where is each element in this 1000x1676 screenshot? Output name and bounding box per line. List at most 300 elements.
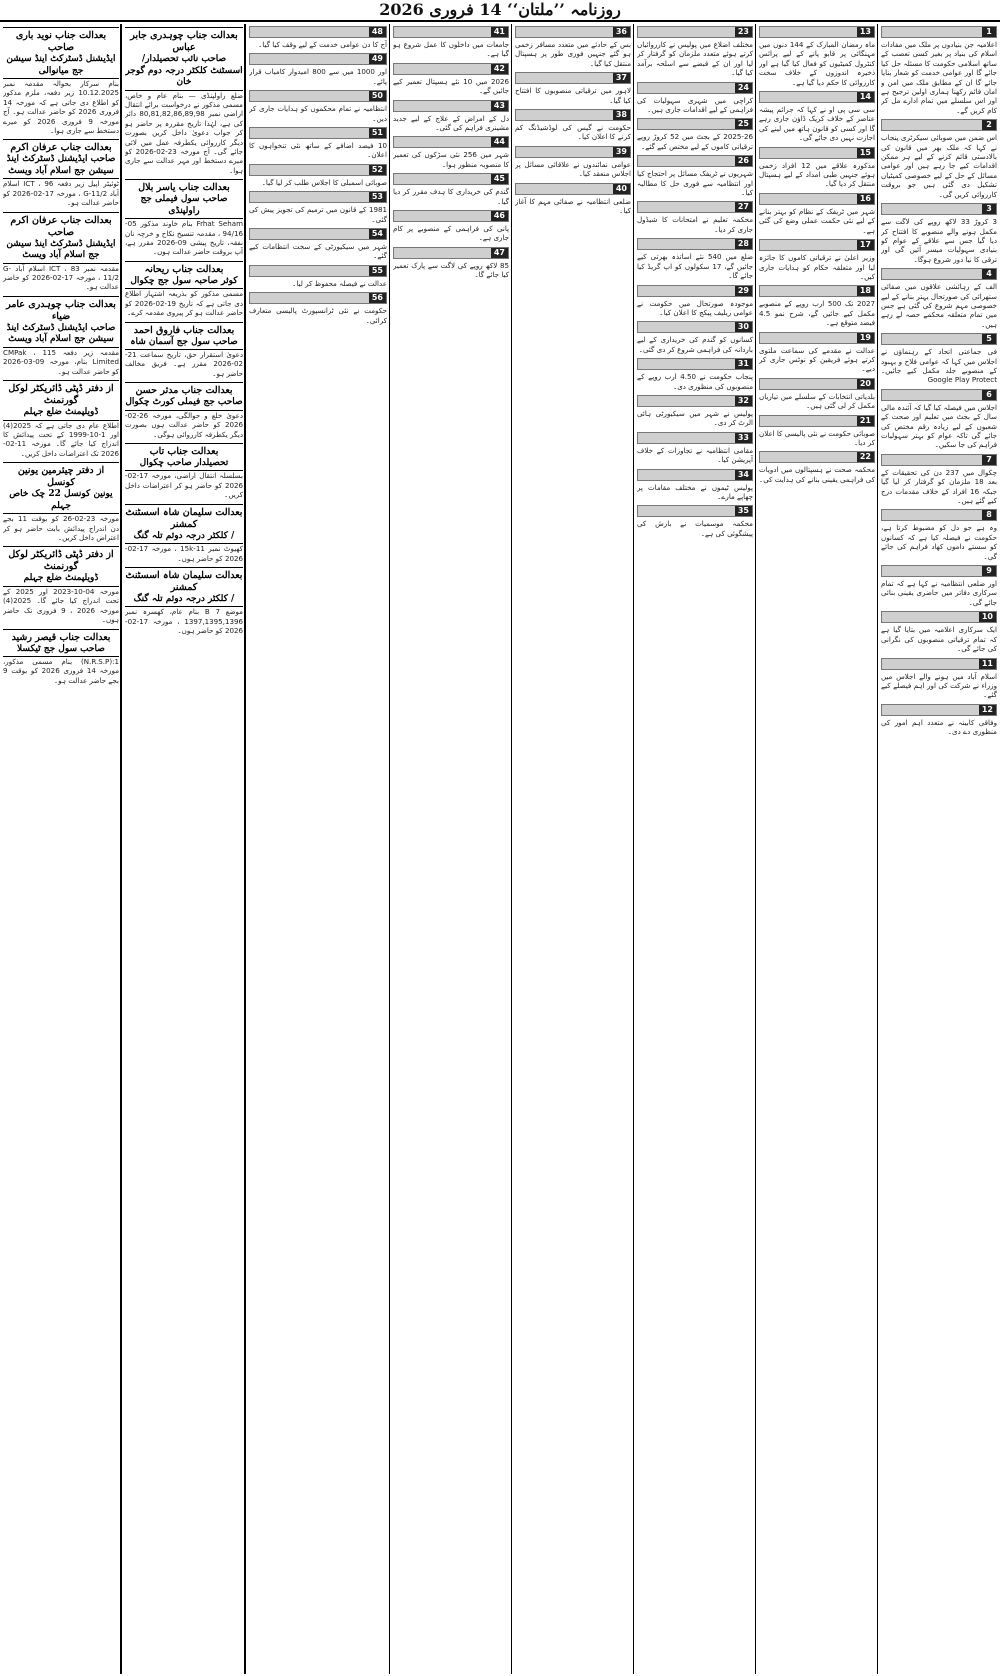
news-item-text: اور 1000 میں سے 800 امیدوار کامیاب قرار پائے۔ [249, 67, 387, 86]
news-item-number: 16 [857, 194, 874, 204]
news-item-text: فی جماعتی اتحاد کے رہنماؤں نے اجلاس میں کہا کہ عوامی فلاح و بہبود کے منصوبے جلد مکمل کیے جائیں۔ Google Play Protect [881, 347, 997, 385]
court-notice [3, 212, 119, 292]
news-item-number: 33 [735, 433, 752, 443]
news-column-2 [759, 24, 875, 1674]
news-item [393, 173, 509, 206]
news-item-text: مختلف اضلاع میں پولیس نے کارروائیاں کرتے ہوئے متعدد ملزمان کو گرفتار کر لیا اور ان کے قبضے سے اسلحہ برآمد کیا گیا۔ [637, 40, 753, 78]
news-item-number: 51 [369, 128, 386, 138]
court-notice [3, 546, 119, 624]
news-item-number: 8 [982, 510, 996, 520]
news-item-number: 9 [982, 566, 996, 576]
news-item-number: 26 [735, 156, 752, 166]
news-item [881, 658, 997, 700]
court-notice-title: بعدالت جناب چوہدری عامر ضیاء [6, 298, 116, 322]
news-item-header [637, 82, 753, 94]
court-notice-title: بعدالت جناب عرفان اکرم صاحب [10, 214, 112, 238]
news-item-text: کسانوں کو گندم کی خریداری کے لیے باردانہ کی فراہمی شروع کر دی گئی۔ [637, 335, 753, 354]
news-item-text: دل کے امراض کے علاج کے لیے جدید مشینری فراہم کی گئی۔ [393, 113, 509, 133]
news-item-text: محکمہ موسمیات نے بارش کی پیشگوئی کی ہے۔ [637, 519, 753, 538]
news-item-header [637, 432, 753, 444]
news-item-header [759, 147, 875, 159]
news-item-number: 2 [982, 120, 996, 130]
news-item-text: محکمہ صحت نے ہسپتالوں میں ادویات کی فراہمی یقینی بنانے کی ہدایت کی۔ [759, 465, 875, 484]
court-notice-subtitle: یونین کونسل 22 چک خاص جہلم [3, 489, 119, 514]
court-notice-text: دعویٰ خلع و حوالگی، مورخہ 26-02-2026 کو حاضر عدالت ہوں بصورت دیگر یکطرفہ کارروائی ہوگی۔ [125, 410, 243, 439]
newspaper-masthead [0, 0, 1000, 22]
news-item-text: 85 لاکھ روپے کی لاگت سے پارک تعمیر کیا جائے گا۔ [393, 260, 509, 280]
column-rule [511, 24, 512, 1674]
news-item-number: 3 [982, 204, 996, 214]
news-item [393, 136, 509, 169]
news-item-header [881, 389, 997, 401]
news-item-header [515, 183, 631, 195]
court-notice-text: دعویٰ استقرار حق، تاریخ سماعت 21-02-2026 مقرر ہے۔ فریق مخالف حاضر ہو۔ [125, 350, 243, 378]
news-item-header [637, 238, 753, 250]
court-notice [3, 629, 119, 686]
court-notice-title: بعدالت جناب یاسر بلال [138, 182, 230, 194]
news-item-number: 49 [369, 54, 386, 64]
news-column-5 [393, 24, 509, 1674]
news-item-text: بس کے حادثے میں متعدد مسافر زخمی ہو گئے جنہیں فوری طور پر ہسپتال منتقل کیا گیا۔ [515, 40, 631, 68]
news-item [881, 389, 997, 450]
court-notice-text: بسلسلہ انتقال اراضی، مورخہ 17-02-2026 کو حاضر ہو کر اعتراضات داخل کریں۔ [125, 471, 243, 500]
news-item-header [515, 146, 631, 158]
news-item-header [637, 201, 753, 213]
news-item-number: 5 [982, 334, 996, 344]
news-item-header [637, 505, 753, 517]
news-item-header [249, 127, 387, 139]
court-notice-subtitle: صاحب ایڈیشنل ڈسٹرکٹ اینڈ سیشن جج اسلام آباد ویسٹ [3, 323, 119, 348]
news-item [637, 26, 753, 78]
news-item [881, 509, 997, 561]
court-notice-text: ضلع راولپنڈی — بنام عام و خاص، مسمی مذکور نے درخواست برائے انتقال اراضی نمبر 80,81,82,86,89,98 دائر کی ہے، لہٰذا تاریخ مقررہ پر حاضر ہو کر جواب دعویٰ داخل کریں بصورت دیگر کارروائی یکطرفہ عمل میں لائی جائے گی۔ آج مورخہ 23-02-2026 کو میرے دستخط اور مہر عدالت سے جاری ہوا۔ [125, 90, 243, 175]
court-notice-title: بعدالت جناب فاروق احمد [133, 324, 235, 336]
news-item-text: عوامی نمائندوں نے علاقائی مسائل پر اجلاس منعقد کیا۔ [515, 159, 631, 179]
news-item-text: ایک سرکاری اعلامیہ میں بتایا گیا ہے کہ تمام ترقیاتی منصوبوں کی نگرانی کی جائے گی۔ [881, 625, 997, 654]
news-item [637, 505, 753, 538]
news-item-text: الف کے رہائشی علاقوں میں صفائی ستھرائی کی صورتحال بہتر بنانے کے لیے خصوصی مہم شروع کی گئی ہے جس میں تمام متعلقہ محکمے حصہ لے رہے ہیں۔ [881, 282, 997, 329]
news-item-number: 35 [735, 506, 752, 516]
news-item-header [881, 509, 997, 521]
court-notice-text: Frhat Seham بنام خاوند مذکور 05-94/16 ، مقدمہ تنسیخ نکاح و خرچہ نان نفقہ، تاریخ پیشی 09-2026 مقرر ہے، آپ بروقت حاضر عدالت ہوں۔ [125, 219, 243, 257]
news-item-text: اعلامیہ جن بنیادوں پر ملک میں مفادات اسلام کی بنیاد پر بغیر کسی تعصب کے ساتھ اسلامی حکومت کا مسئلہ حل کیا جائے گا اور عوامی خدمت کو شعار بنایا جائے گا ان کے مطابق ملک میں امن و امان قائم رکھنا ہماری اولین ترجیح ہے اور اس سلسلے میں تمام ادارے مل کر کام کریں گے۔ [881, 40, 997, 115]
column-rule [389, 24, 390, 1674]
news-item-number: 25 [735, 119, 752, 129]
court-notice-subtitle: / کلکٹر درجہ دوئم تلہ گنگ [125, 594, 243, 608]
news-item-text: محکمہ تعلیم نے امتحانات کا شیڈول جاری کر دیا۔ [637, 215, 753, 234]
news-item-number: 46 [491, 211, 508, 221]
news-item-header [881, 658, 997, 670]
news-item-number: 56 [369, 293, 386, 303]
news-item [881, 119, 997, 199]
court-notice [125, 261, 243, 318]
news-item-text: آج کا دن عوامی خدمت کے لیے وقف کیا گیا۔ [258, 40, 387, 49]
news-item-text: ماہ رمضان المبارک کے 144 دنوں میں مہنگائی پر قابو پانے کے لیے پرائس کنٹرول کمیٹیوں کو فعال کیا گیا ہے اور ذخیرہ اندوزوں کے خلاف سخت کارروائی کا حکم دیا گیا ہے۔ [759, 40, 875, 87]
court-notice-text: مقدمہ نمبر 83 ، ICT اسلام آباد G-11/2 ، مورخہ 17-02-2026 کو حاضر عدالت ہو۔ [3, 263, 119, 292]
news-item-header [759, 26, 875, 38]
news-item-header [759, 332, 875, 344]
news-item-header [637, 118, 753, 130]
news-item-text: مذکورہ علاقے میں 12 افراد زخمی ہوئے جنہیں طبی امداد کے لیے ہسپتال منتقل کر دیا گیا۔ [759, 160, 875, 189]
news-item [637, 118, 753, 151]
court-notice-text: ٹوئیٹر اپیل زیر دفعہ 96 ، ICT اسلام آباد G-11/2 ، مورخہ 17-02-2026 کو حاضر عدالت ہو۔ [3, 179, 119, 208]
news-item-header [881, 454, 997, 466]
court-notice-subtitle: صاحب سول فیملی جج راولپنڈی [125, 194, 243, 219]
court-notice-text: 1:(N.R.S.P) بنام مسمی مذکور، مورخہ 14 فروری 2026 کو بوقت 9 بجے حاضر عدالت ہو۔ [3, 657, 119, 685]
news-item-number: 37 [613, 73, 630, 83]
news-item [759, 91, 875, 143]
news-item-header [393, 63, 509, 75]
news-item-text: اور ضلعی انتظامیہ نے کہا ہے کہ تمام سرکاری دفاتر میں حاضری یقینی بنائی جائے گی۔ [881, 579, 997, 607]
news-item-text: 2027 تک 500 ارب روپے کے منصوبے مکمل کیے جائیں گے، شرح نمو 4.5 فیصد متوقع ہے۔ [759, 299, 875, 328]
news-item-number: 53 [369, 192, 386, 202]
news-item-number: 45 [491, 174, 508, 184]
news-item [515, 26, 631, 68]
news-item-number: 40 [613, 184, 630, 194]
news-item-header [637, 285, 753, 297]
court-notice [3, 27, 119, 135]
news-item [249, 292, 387, 325]
news-item [637, 238, 753, 280]
news-item-text: 2026 میں 10 نئے ہسپتال تعمیر کیے جائیں گے۔ [393, 76, 509, 96]
court-notice-title: بعدالت جناب تاب [149, 445, 219, 457]
news-item-number: 41 [491, 27, 508, 37]
news-item [881, 26, 997, 115]
news-item-text: موجودہ صورتحال میں حکومت نے عوامی ریلیف پیکج کا اعلان کیا۔ [637, 298, 753, 317]
news-item-number: 15 [857, 148, 874, 158]
news-item-number: 48 [369, 27, 386, 37]
court-notice-subtitle: ڈویلپمنٹ ضلع جہلم [3, 407, 119, 421]
news-item [759, 415, 875, 448]
news-item [881, 565, 997, 607]
masthead-title: روزنامہ ’’ملتان‘‘ 14 فروری 2026 [379, 0, 621, 19]
news-item-header [249, 53, 387, 65]
news-item-number: 14 [857, 92, 874, 102]
news-item-header [637, 155, 753, 167]
news-item-header [881, 611, 997, 623]
news-item-text: کراچی میں شہری سہولیات کی فراہمی کے لیے اقدامات جاری ہیں۔ [637, 95, 753, 115]
news-item-text: پولیس نے شہر میں سیکیورٹی ہائی الرٹ کر دی۔ [637, 408, 753, 428]
news-item [393, 26, 509, 59]
court-notices-column-1 [125, 24, 243, 1674]
news-item [637, 432, 753, 465]
news-item-number: 13 [857, 27, 874, 37]
court-notice-subtitle: ایڈیشنل ڈسٹرکٹ اینڈ سیشن جج میانوالی [3, 54, 119, 79]
news-item-header [759, 285, 875, 297]
news-item-header [881, 203, 997, 215]
news-item-number: 6 [982, 390, 996, 400]
news-item [881, 333, 997, 385]
news-item-header [249, 90, 387, 102]
news-item-number: 4 [982, 269, 996, 279]
news-item-number: 23 [735, 27, 752, 37]
news-item-header [759, 239, 875, 251]
news-item-text: اسلام آباد میں ہونے والے اجلاس میں وزراء نے شرکت کی اور اہم فیصلے کیے گئے۔ [881, 671, 997, 700]
news-item-number: 34 [735, 470, 752, 480]
news-item-number: 50 [369, 91, 386, 101]
column-rule [244, 24, 246, 1674]
court-notice [3, 380, 119, 458]
news-item-number: 10 [979, 612, 996, 622]
news-item-text: شہریوں نے ٹریفک مسائل پر احتجاج کیا اور انتظامیہ سے فوری حل کا مطالبہ کیا۔ [637, 169, 753, 198]
news-item-text: مقامی انتظامیہ نے تجاوزات کے خلاف آپریشن کیا۔ [637, 445, 753, 465]
news-item-number: 18 [857, 286, 874, 296]
news-item-number: 31 [735, 359, 752, 369]
news-item-text: حکومت نے گیس کی لوڈشیڈنگ کم کرنے کا اعلان کیا۔ [515, 123, 631, 142]
news-item-header [637, 26, 753, 38]
court-notice-text: مقدمہ زیر دفعہ 115 ، CMPak Limited بنام، مورخہ 09-03-2026 کو حاضر عدالت ہو۔ [3, 347, 119, 376]
court-notice [125, 504, 243, 563]
news-item-text: وہ ہے جو دل کو مضبوط کرتا ہے، حکومت نے فیصلہ کیا ہے کہ کسانوں کو سستے داموں کھاد فراہم کی جائے گی۔ [881, 523, 997, 561]
column-rule [120, 24, 122, 1674]
news-item [515, 146, 631, 179]
news-item-text: پنجاب حکومت نے 4.50 ارب روپے کے منصوبوں کی منظوری دی۔ [637, 372, 753, 391]
news-item-header [637, 469, 753, 481]
news-item-header [393, 26, 509, 38]
news-item [249, 26, 387, 49]
court-notice-subtitle: تحصیلدار صاحب چکوال [125, 458, 243, 472]
news-item [393, 210, 509, 243]
news-item-header [881, 26, 997, 38]
news-item-text: 3 کروڑ 33 لاکھ روپے کی لاگت سے مکمل ہونے والے منصوبے کا افتتاح کر دیا گیا جس سے علاقے کے عوام کو بنیادی سہولیات میسر آئیں گی اور ترقی کا نیا دور شروع ہوگا۔ [881, 217, 997, 264]
news-item-number: 43 [491, 101, 508, 111]
court-notice [3, 139, 119, 207]
news-item-header [881, 704, 997, 716]
news-item [881, 203, 997, 264]
court-notice-text: اطلاع عام دی جاتی ہے کہ 2025(4) اور 1-10-1999 کے تحت پیدائش کا اندراج کیا جائے گا۔ مورخہ 11-02-2026 تک اعتراضات داخل کریں۔ [3, 420, 119, 458]
court-notice-subtitle: کوثر صاحبہ سول جج چکوال [125, 276, 243, 290]
news-item-number: 32 [735, 396, 752, 406]
news-item-header [249, 26, 387, 38]
news-item-text: جامعات میں داخلوں کا عمل شروع ہو گیا ہے۔ [393, 40, 509, 59]
court-notice-title: بعدالت جناب قیصر رشید [11, 631, 111, 643]
court-notice [125, 27, 243, 175]
news-item [515, 183, 631, 216]
news-item-number: 17 [857, 240, 874, 250]
news-item-text: 1981 کے قانون میں ترمیم کی تجویز پیش کی گئی۔ [249, 205, 387, 224]
court-notice-subtitle: صاحب سول جج ٹیکسلا [3, 644, 119, 658]
news-item-text: لاہور میں ترقیاتی منصوبوں کا افتتاح کیا گیا۔ [515, 86, 631, 105]
court-notice-subtitle: صاحب ایڈیشنل ڈسٹرکٹ اینڈ سیشن جج اسلام آباد ویسٹ [3, 154, 119, 179]
news-item [249, 127, 387, 160]
news-item-header [637, 395, 753, 407]
column-rule [633, 24, 634, 1674]
court-notice-text: موضع 7 B بنام عام، کھسرہ نمبر 1397,1395,1396 ، مورخہ 17-02-2026 کو حاضر ہوں۔ [125, 607, 243, 636]
court-notice-text: بنام سرکار بحوالہ مقدمہ نمبر 10.12.2025 زیر دفعہ، ملزم مذکور کو اطلاع دی جاتی ہے کہ مورخہ 14 فروری 2026 کو حاضر عدالت ہو۔ آج مورخہ 9 فروری 2026 کو میرے دستخط سے جاری ہوا۔ [3, 79, 119, 136]
column-rule [877, 24, 878, 1674]
court-notice-subtitle: ایڈیشنل ڈسٹرکٹ اینڈ سیشن جج اسلام آباد ویسٹ [3, 239, 119, 264]
court-notice-subtitle: صاحب جج فیملی کورٹ چکوال [125, 397, 243, 411]
news-item-number: 38 [613, 110, 630, 120]
news-item-number: 7 [982, 455, 996, 465]
news-item [637, 469, 753, 502]
court-notice-subtitle: ڈویلپمنٹ ضلع جہلم [3, 573, 119, 587]
news-item-number: 20 [857, 379, 874, 389]
news-item [637, 285, 753, 318]
court-notice-text: مورخہ 23-02-26 کو بوقت 11 بجے دن اندراج پیدائش بابت حاضر ہو کر اعتراض داخل کریں۔ [3, 514, 119, 543]
news-item-number: 39 [613, 147, 630, 157]
news-column-1 [881, 24, 997, 1674]
court-notice-subtitle: صاحب سول جج آسمان شاہ [125, 337, 243, 351]
news-item-number: 1 [982, 27, 996, 37]
news-item-header [759, 91, 875, 103]
news-item-text: اجلاس میں فیصلہ کیا گیا کہ آئندہ مالی سال کے بجٹ میں تعلیم اور صحت کے شعبوں کے لیے زیادہ رقم مختص کی جائے گی تاکہ عوام کو بہتر سہولیات فراہم کی جا سکیں۔ [881, 402, 997, 450]
court-notice [125, 322, 243, 379]
news-item-header [393, 210, 509, 222]
news-item [515, 109, 631, 142]
news-item [249, 164, 387, 187]
news-item [637, 201, 753, 234]
news-item-text: گندم کی خریداری کا ہدف مقرر کر دیا گیا۔ [393, 187, 509, 206]
news-item-number: 47 [491, 248, 508, 258]
court-notice [125, 567, 243, 636]
news-column-3 [637, 24, 753, 1674]
news-item [759, 239, 875, 281]
news-item-number: 22 [857, 452, 874, 462]
court-notice [125, 179, 243, 257]
news-item-number: 54 [369, 229, 386, 239]
news-item-header [249, 228, 387, 240]
news-item [759, 147, 875, 189]
court-notice-text: کھیوٹ نمبر 15k-11 ، مورخہ 17-02-2026 کو حاضر ہوں۔ [125, 544, 243, 563]
news-item-header [759, 378, 875, 390]
news-item-text: سی سی پی او نے کہا کہ جرائم پیشہ عناصر کے خلاف کریک ڈاؤن جاری رہے گا اور کسی کو قانون ہاتھ میں لینے کی اجازت نہیں دی جائے گی۔ [759, 105, 875, 143]
news-item-text: پانی کی فراہمی کے منصوبے پر کام جاری ہے۔ [393, 224, 509, 243]
news-item [759, 378, 875, 411]
news-item-header [881, 565, 997, 577]
court-notice [125, 382, 243, 439]
court-notice [3, 462, 119, 542]
news-item [249, 265, 387, 288]
news-item-header [881, 333, 997, 345]
news-item-header [393, 100, 509, 112]
news-item [881, 704, 997, 737]
court-notice-title: بعدالت سلیمان شاہ اسسٹنٹ کمشنر [125, 506, 243, 530]
news-column-6 [249, 24, 387, 1674]
news-item [759, 332, 875, 374]
news-item [637, 321, 753, 354]
news-item-number: 44 [491, 137, 508, 147]
news-item-header [515, 26, 631, 38]
news-item-text: ضلع میں 540 نئے اساتذہ بھرتی کیے جائیں گے، 17 سکولوں کو اپ گریڈ کیا جائے گا۔ [637, 252, 753, 281]
news-item-number: 11 [979, 659, 996, 669]
news-item [393, 100, 509, 133]
news-item [249, 53, 387, 86]
news-item-number: 36 [613, 27, 630, 37]
news-item [759, 26, 875, 87]
news-item-text: چکوال میں 237 دن کی تحقیقات کے بعد 18 ملزمان کو گرفتار کر لیا گیا جبکہ 16 افراد کے خلاف مقدمات درج کیے گئے ہیں۔ [881, 467, 997, 506]
news-item [249, 90, 387, 123]
court-notice [3, 296, 119, 376]
news-item-header [393, 247, 509, 259]
news-item-text: اس ضمن میں صوبائی سیکرٹری پنجاب نے کہا کہ ملک بھر میں قانون کی بالادستی قائم کرنے کے لیے ہر ممکن اقدامات کیے جا رہے ہیں اور عوامی مسائل کے حل کے لیے خصوصی کمیٹیاں تشکیل دی گئی ہیں جو بروقت کارروائی کریں گی۔ [881, 133, 997, 199]
news-item-number: 29 [735, 286, 752, 296]
news-item-header [759, 193, 875, 205]
news-item-header [881, 268, 997, 280]
court-notice-title: بعدالت جناب چوہدری جابر عباس [130, 30, 238, 53]
court-notice-title: از دفتر ڈپٹی ڈائریکٹر لوکل گورنمنٹ [8, 383, 114, 407]
news-item-header [249, 191, 387, 203]
news-item-text: ضلعی انتظامیہ نے صفائی مہم کا آغاز کیا۔ [515, 196, 631, 216]
news-item-text: شہر میں سیکیورٹی کے سخت انتظامات کیے گئے۔ [249, 242, 387, 261]
news-item-header [759, 451, 875, 463]
news-item-text: عدالت نے فیصلہ محفوظ کر لیا۔ [292, 278, 387, 288]
court-notice-subtitle: / کلکٹر درجہ دوئم تلہ گنگ [125, 531, 243, 545]
news-item-text: 10 فیصد اضافے کے ساتھ نئی تنخواہوں کا اعلان۔ [249, 141, 387, 160]
news-item-number: 55 [369, 266, 386, 276]
news-item-header [515, 109, 631, 121]
court-notice-title: بعدالت جناب عرفان اکرم [10, 142, 112, 154]
news-item-text: حکومت نے نئی ٹرانسپورٹ پالیسی متعارف کرائی۔ [249, 306, 387, 325]
news-item-header [249, 265, 387, 277]
court-notice-title: بعدالت جناب ریحانہ [144, 263, 224, 275]
news-item [637, 155, 753, 197]
news-item [637, 395, 753, 428]
news-item-header [637, 321, 753, 333]
court-notice-text: مسمی مذکور کو بذریعہ اشتہار اطلاع دی جاتی ہے کہ تاریخ 19-02-2026 کو حاضر عدالت ہو کر پیروی مقدمہ کرے۔ [125, 289, 243, 318]
news-item [759, 451, 875, 484]
news-item-number: 19 [857, 333, 874, 343]
news-item [515, 72, 631, 105]
news-item-header [249, 164, 387, 176]
news-item-text: شہر میں ٹریفک کے نظام کو بہتر بنانے کے لیے نئی حکمت عملی وضع کی گئی ہے۔ [759, 206, 875, 235]
news-item-header [515, 72, 631, 84]
news-item-number: 52 [369, 165, 386, 175]
news-item-text: 2025-26 کے بجٹ میں 52 کروڑ روپے ترقیاتی کاموں کے لیے مختص کیے گئے۔ [637, 132, 753, 151]
news-item-text: شہر میں 256 نئی سڑکوں کی تعمیر کا منصوبہ منظور ہوا۔ [393, 150, 509, 169]
news-item-number: 27 [735, 202, 752, 212]
news-item [249, 191, 387, 224]
court-notice-title: بعدالت جناب مدثر حسن [135, 385, 233, 397]
news-item-text: عدالت نے مقدمے کی سماعت ملتوی کرتے ہوئے فریقین کو نوٹس جاری کر دیے۔ [759, 345, 875, 374]
news-item-header [249, 292, 387, 304]
news-item [881, 454, 997, 506]
news-item [393, 247, 509, 280]
court-notice-title: از دفتر چیئرمین یونین کونسل [17, 465, 105, 489]
news-item [759, 193, 875, 235]
news-item-header [759, 415, 875, 427]
news-item [759, 285, 875, 327]
news-item-text: صوبائی حکومت نے نئی پالیسی کا اعلان کر دیا۔ [759, 428, 875, 447]
court-notice-title: از دفتر ڈپٹی ڈائریکٹر لوکل گورنمنٹ [8, 549, 114, 573]
court-notice-title: بعدالت جناب نوید باری صاحب [15, 30, 107, 53]
court-notice-text: مورخہ 04-10-2023 اور 2025 کے تحت اندراج کیا جائے گا۔ 2025(4) مورخہ 2026 ، 9 فروری تک حاضر ہوں۔ [3, 586, 119, 625]
news-item [881, 611, 997, 653]
court-notice-subtitle: صاحب نائب تحصیلدار/ اسسٹنٹ کلکٹر درجہ دوم گوجر خان [125, 54, 243, 91]
news-item-number: 21 [857, 416, 874, 426]
court-notice [125, 443, 243, 500]
court-notices-column-2 [3, 24, 119, 1674]
column-rule [755, 24, 756, 1674]
news-column-4 [515, 24, 631, 1674]
news-item-header [393, 173, 509, 185]
news-item-number: 30 [735, 322, 752, 332]
news-item [637, 358, 753, 391]
news-item [393, 63, 509, 96]
court-notice-title: بعدالت سلیمان شاہ اسسٹنٹ کمشنر [125, 569, 243, 593]
news-item-number: 28 [735, 239, 752, 249]
news-item-number: 24 [735, 83, 752, 93]
news-item-header [881, 119, 997, 131]
news-item-text: بلدیاتی انتخابات کے سلسلے میں تیاریاں مکمل کر لی گئی ہیں۔ [759, 391, 875, 411]
news-item-text: انتظامیہ نے تمام محکموں کو ہدایات جاری کر دیں۔ [249, 104, 387, 123]
news-item [637, 82, 753, 115]
news-item-text: وزیر اعلیٰ نے ترقیاتی کاموں کا جائزہ لیا اور متعلقہ حکام کو ہدایات جاری کیں۔ [759, 253, 875, 281]
news-item-header [393, 136, 509, 148]
news-item-number: 12 [979, 705, 996, 715]
news-item-text: صوبائی اسمبلی کا اجلاس طلب کر لیا گیا۔ [261, 177, 387, 187]
news-item-text: پولیس ٹیموں نے مختلف مقامات پر چھاپے مارے۔ [637, 482, 753, 501]
